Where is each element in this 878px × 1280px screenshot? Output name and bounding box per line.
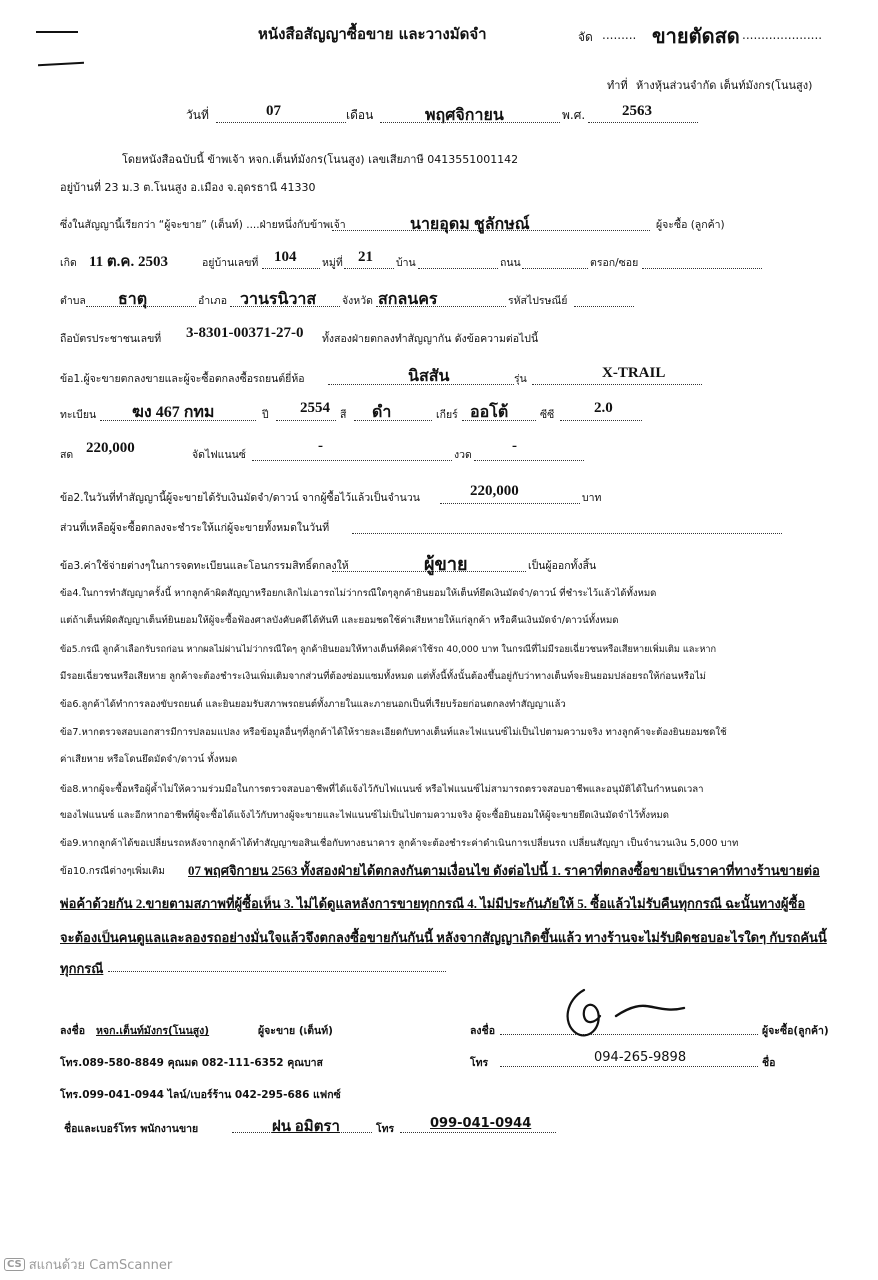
seller-phone-line1: โทร.089-580-8849 คุณมด 082-111-6352 คุณบาส (60, 1057, 323, 1069)
clause10-line2: พ่อค้าด้วยกัน 2.ขายตามสภาพที่ผู้ซื้อเห็น 3. ไม่ได้ดูแลหลังการขายทุกกรณี 4. ไม่มีประกันภัยให้ 5. ซื้อแล้วไม่รับคืนทุกกรณี ฉะนั้นทางผู้ซื้อ (60, 896, 806, 911)
buyer-phone-suffix: ชื่อ (762, 1057, 776, 1069)
finance-dotline (252, 460, 452, 461)
buyer-prefix: ซึ่งในสัญญานี้เรียกว่า “ผู้จะขาย” (เต็นท์) ....ฝ่ายหนึ่งกับข้าพเจ้า (60, 219, 346, 231)
vehicle-plate: ฆง 467 กทม (132, 404, 215, 421)
camscanner-label: สแกนด้วย CamScanner (28, 1258, 173, 1273)
vehicle-year: 2554 (300, 400, 330, 416)
province-label: จังหวัด (342, 295, 373, 307)
installment-value: - (512, 438, 517, 454)
location-prefix: ทำที่ (607, 79, 628, 92)
staff-label: ชื่อและเบอร์โทร พนักงานขาย (64, 1123, 199, 1135)
finance-value: - (318, 438, 323, 454)
clause10-dotline (108, 971, 446, 972)
house-label: อยู่บ้านเลขที่ (202, 257, 259, 269)
subdistrict-label: ตำบล (60, 295, 86, 307)
alley-dotline (642, 268, 762, 269)
vehicle-gear: ออโต้ (470, 404, 509, 421)
clause10-line4: ทุกกรณี (60, 961, 104, 976)
document-title: หนังสือสัญญาซื้อขาย และวางมัดจำ (258, 25, 487, 43)
month-label: เดือน (346, 108, 374, 122)
price-label: สด (60, 449, 74, 461)
day-dotline (216, 122, 346, 123)
installment-dotline (474, 460, 584, 461)
cc-dotline (560, 420, 642, 421)
year-label: พ.ศ. (562, 108, 586, 122)
buyer-phone: 094-265-9898 (594, 1050, 687, 1065)
clause10-line1: 07 พฤศจิกายน 2563 ทั้งสองฝ่ายได้ตกลงกันตามเงื่อนไข ดังต่อไปนี้ 1. ราคาที่ตกลงซื้อขายเป็นราคาที่ทางร้านขายต่อ (188, 863, 820, 878)
clause10-prefix: ข้อ10.กรณีต่างๆเพิ่มเติม (60, 866, 165, 877)
location-value: ห้างหุ้นส่วนจำกัด เต็นท์มังกร(โนนสูง) (636, 79, 813, 92)
staff-phone-dotline (400, 1132, 556, 1133)
year-value: 2563 (622, 103, 652, 119)
province-value: สกลนคร (378, 291, 438, 308)
clause10-line3: จะต้องเป็นคนดูแลและลองรถอย่างมั่นใจแล้วจึงตกลงซื้อขายกันกันนี้ หลังจากสัญญาเกิดขึ้นแล้ว ทางร้านจะไม่รับผิดชอบอะไรใดๆ กับรถคันนี้ (60, 930, 827, 945)
buyer-suffix: ผู้จะซื้อ (ลูกค้า) (656, 219, 725, 231)
buyer-phone-dotline (500, 1066, 758, 1067)
clause3-suffix: เป็นผู้ออกทั้งสิ้น (528, 560, 597, 572)
buyer-phone-label: โทร (470, 1057, 489, 1069)
id-value: 3-8301-00371-27-0 (186, 325, 304, 341)
clause4-line1: ข้อ4.ในการทำสัญญาครั้งนี้ หากลูกค้าผิดสัญญาหรือยกเลิกไม่เอารถไม่ว่ากรณีใดๆลูกค้ายินยอมให้เต็นท์ยึดเงินมัดจำ/ดาวน์ ที่ชำระไว้แล้วได้ทั้งหมด (60, 588, 657, 599)
house-dotline (262, 268, 320, 269)
clause8-line2: ของไฟแนนซ์ และอีกหากอาชีพที่ผู้จะซื้อได้แจ้งไว้กับทางผู้จะขายและไฟแนนซ์ไม่เป็นไปตามความจริง ผู้จะซื้อยินยอมให้ผู้จะขายยึดเงินมัดจำไว้ทั้งหมด (60, 810, 669, 821)
clause9: ข้อ9.หากลูกค้าได้ขอเปลี่ยนรถหลังจากลูกค้าได้ทำสัญญาขอสินเชื่อกับทางธนาคาร ลูกค้าจะต้องชำระค่าดำเนินการเปลี่ยนรถ เปลี่ยนสัญญา เป็นจำนวนเงิน 5,000 บาท (60, 838, 739, 849)
clause2-rest-dotline (352, 533, 782, 534)
month-value: พฤศจิกายน (425, 107, 504, 124)
moo-dotline (344, 268, 394, 269)
clause7-line1: ข้อ7.หากตรวจสอบเอกสารมีการปลอมแปลง หรือข้อมูลอื่นๆที่ลูกค้าได้ให้รายละเอียดกับทางเต็นท์และไฟแนนซ์ไม่เป็นไปตามความจริง ทางลูกค้าจะต้องยินยอมชดใช้ (60, 727, 727, 738)
born-value: 11 ต.ค. 2503 (89, 254, 168, 270)
installment-label: งวด (454, 449, 472, 461)
clause7-line2: ค่าเสียหาย หรือโดนยึดมัดจำ/ดาวน์ ทั้งหมด (60, 754, 238, 765)
punch-mark-top (36, 31, 78, 33)
postcode-label: รหัสไปรษณีย์ (508, 295, 568, 307)
vehicle-year-dotline (276, 420, 336, 421)
clause4-line2: แต่ถ้าเต็นท์ผิดสัญญาเต็นท์ยินยอมให้ผู้จะซื้อฟ้องศาลบังคับคดีได้ทันที และยอมชดใช้ค่าเสียหายให้แก่ลูกค้า หรือคืนเงินมัดจำ/ดาวน์ทั้งหมด (60, 615, 619, 626)
vehicle-year-label: ปี (262, 409, 269, 421)
road-dotline (522, 268, 588, 269)
category-dots-left: ......... (602, 28, 637, 42)
clause2-rest: ส่วนที่เหลือผู้จะซื้อตกลงจะชำระให้แก่ผู้จะขายทั้งหมดในวันที่ (60, 522, 330, 534)
clause5-line2: มีรอยเฉี่ยวชนหรือเสียหาย ลูกค้าจะต้องชำระเงินเพิ่มเติมจากส่วนที่ต้องซ่อมแซมทั้งหมด แต่ทั้งนี้ทั้งนั้นต้องขึ้นอยู่กับว่าทางเต็นท์จะยินยอมปล่อยรถให้ก่อนหรือไม่ (60, 671, 706, 682)
vehicle-model: X-TRAIL (602, 365, 666, 381)
camscanner-watermark (4, 1254, 172, 1275)
born-label: เกิด (60, 257, 77, 269)
seller-name: หจก.เต็นท์มังกร(โนนสูง) (96, 1025, 210, 1037)
clause2-unit: บาท (582, 492, 602, 504)
clause1-prefix: ข้อ1.ผู้จะขายตกลงขายและผู้จะซื้อตกลงซื้อรถยนต์ยี่ห้อ (60, 373, 305, 385)
day-value: 07 (266, 103, 281, 119)
moo-label: หมู่ที่ (322, 257, 343, 269)
buyer-name: นายอุดม ชูลักษณ์ (410, 216, 530, 233)
seller-sign-label: ลงชื่อ (60, 1025, 85, 1037)
staff-phone-label: โทร (376, 1123, 395, 1135)
day-label: วันที่ (186, 108, 209, 122)
vehicle-cc: 2.0 (594, 400, 613, 416)
category-value: ขายตัดสด (652, 26, 740, 48)
finance-label: จัดไฟแนนซ์ (192, 449, 246, 461)
intro-line-1: โดยหนังสือฉบับนี้ ข้าพเจ้า หจก.เต็นท์มังกร(โนนสูง) เลขเสียภาษี 0413551001142 (122, 153, 519, 166)
staff-name: ฝน อมิตรา (272, 1119, 340, 1135)
category-dots-right: ..................... (742, 28, 823, 42)
vehicle-brand: นิสสัน (408, 368, 450, 385)
category-prefix: จัด (578, 30, 593, 44)
staff-phone: 099-041-0944 (430, 1116, 532, 1131)
house-no: 104 (274, 249, 297, 265)
clause3-payer: ผู้ขาย (424, 554, 468, 574)
cc-label: ซีซี (540, 409, 555, 421)
model-dotline (532, 384, 702, 385)
gear-label: เกียร์ (436, 409, 458, 421)
model-label: รุ่น (514, 373, 527, 385)
clause8-line1: ข้อ8.หากผู้จะซื้อหรือผู้ค้ำไม่ให้ความร่วมมือในการตรวจสอบอาชีพที่ได้แจ้งไว้กับไฟแนนซ์ หรือไฟแนนซ์ไม่สามารถตรวจสอบอาชีพและอนุมัติได้ในกำหนดเวลา (60, 784, 704, 795)
color-dotline (354, 420, 432, 421)
seller-role: ผู้จะขาย (เต็นท์) (258, 1025, 333, 1037)
clause2-prefix: ข้อ2.ในวันที่ทำสัญญานี้ผู้จะขายได้รับเงินมัดจำ/ดาวน์ จากผู้ซื้อไว้แล้วเป็นจำนวน (60, 492, 420, 504)
year-dotline (588, 122, 698, 123)
clause6: ข้อ6.ลูกค้าได้ทำการลองขับรถยนต์ และยินยอมรับสภาพรถยนต์ทั้งภายในและภายนอกเป็นที่เรียบร้อยก่อนตกลงทำสัญญาแล้ว (60, 699, 566, 710)
id-suffix: ทั้งสองฝ่ายตกลงทำสัญญากัน ดังข้อความต่อไปนี้ (322, 333, 539, 345)
plate-label: ทะเบียน (60, 409, 97, 421)
village-dotline (418, 268, 498, 269)
clause2-amount: 220,000 (470, 483, 519, 499)
punch-mark-bottom (38, 62, 84, 66)
id-label: ถือบัตรประชาชนเลขที่ (60, 333, 162, 345)
postcode-dotline (574, 306, 634, 307)
camscanner-badge: CS (4, 1258, 25, 1271)
vehicle-price: 220,000 (86, 440, 135, 456)
road-label: ถนน (500, 257, 521, 269)
seller-phone-line2: โทร.099-041-0944 ไลน์/เบอร์ร้าน 042-295-686 แฟกซ์ (60, 1089, 341, 1101)
vehicle-color: ดำ (372, 404, 392, 421)
clause3-prefix: ข้อ3.ค่าใช้จ่ายต่างๆในการจดทะเบียนและโอนกรรมสิทธิ์ตกลงให้ (60, 560, 349, 572)
village-label: บ้าน (396, 257, 416, 269)
alley-label: ตรอก/ซอย (590, 257, 639, 269)
buyer-sign-label: ลงชื่อ (470, 1025, 495, 1037)
district-value: วานรนิวาส (240, 291, 317, 308)
clause5-line1: ข้อ5.กรณี ลูกค้าเลือกรับรถก่อน หากผลไม่ผ่านไม่ว่ากรณีใดๆ ลูกค้ายินยอมให้ทางเต็นท์คิดค่าใช้รถ 40,000 บาท ในกรณีที่ไม่มีรอยเฉี่ยวชนหรือเสียหายเพิ่มเติม และหาก (60, 644, 717, 655)
buyer-role: ผู้จะซื้อ(ลูกค้า) (762, 1025, 829, 1037)
district-label: อำเภอ (198, 295, 228, 307)
color-label: สี (340, 409, 347, 421)
clause2-dotline (440, 503, 580, 504)
moo-value: 21 (358, 249, 373, 265)
buyer-signature (556, 978, 696, 1048)
subdistrict-value: ธาตุ (118, 291, 148, 308)
intro-line-2: อยู่บ้านที่ 23 ม.3 ต.โนนสูง อ.เมือง จ.อุดรธานี 41330 (60, 181, 316, 194)
